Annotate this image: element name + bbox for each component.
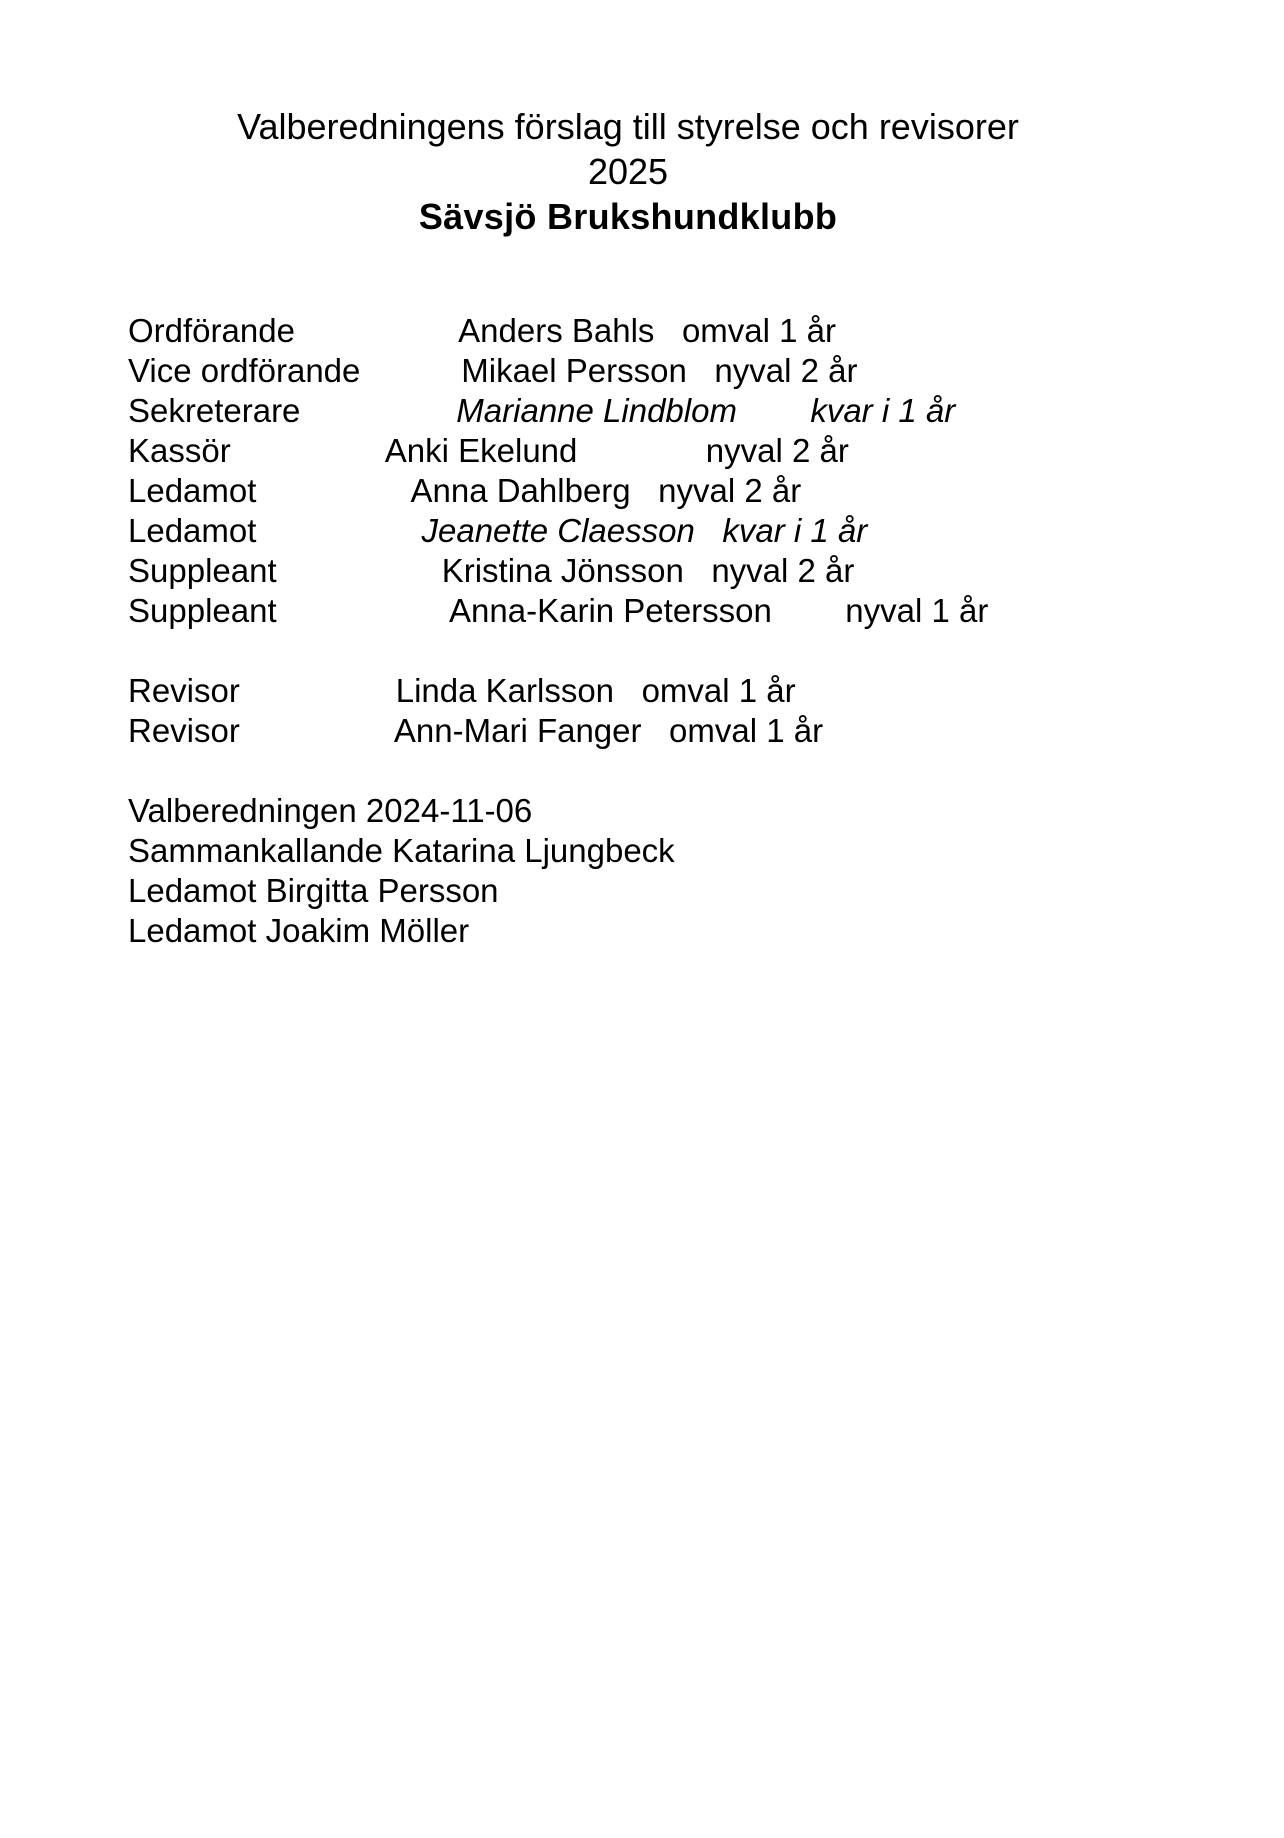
position-role: Revisor bbox=[128, 672, 240, 709]
person-name: Marianne Lindblom bbox=[456, 392, 737, 429]
tab-spacer bbox=[631, 472, 659, 509]
board-position-row bbox=[128, 351, 1128, 391]
tab-spacer bbox=[654, 312, 682, 349]
tab-spacer bbox=[684, 552, 712, 589]
position-role: Suppleant bbox=[128, 592, 277, 629]
board-position-row bbox=[128, 431, 1128, 471]
position-role: Ledamot bbox=[128, 512, 257, 549]
person-name: Anders Bahls bbox=[458, 312, 655, 349]
term-text: kvar i 1 år bbox=[810, 392, 956, 429]
position-role: Suppleant bbox=[128, 552, 277, 589]
term-text: nyval 2 år bbox=[658, 472, 802, 509]
heading-spacer bbox=[128, 239, 1128, 311]
tab-spacer bbox=[256, 472, 410, 509]
page-title-year: 2025 bbox=[587, 151, 669, 192]
position-role: Ordförande bbox=[128, 312, 295, 349]
position-role: Revisor bbox=[128, 712, 240, 749]
position-role: Sekreterare bbox=[128, 392, 301, 429]
term-text: omval 1 år bbox=[669, 712, 824, 749]
tab-spacer bbox=[772, 592, 845, 629]
document-body bbox=[128, 104, 1128, 951]
tab-spacer bbox=[687, 352, 715, 389]
person-name: Kristina Jönsson bbox=[441, 552, 684, 589]
board-position-row bbox=[128, 591, 1128, 631]
person-name: Jeanette Claesson bbox=[421, 512, 695, 549]
tab-spacer bbox=[277, 592, 449, 629]
board-position-row bbox=[128, 471, 1128, 511]
tab-spacer bbox=[614, 672, 642, 709]
page-title-line1: Valberedningens förslag till styrelse och revisorer bbox=[237, 106, 1019, 147]
tab-spacer bbox=[295, 312, 458, 349]
footer-spacer bbox=[128, 751, 1128, 791]
nomination-committee-block bbox=[128, 791, 1128, 951]
board-position-row bbox=[128, 511, 1128, 551]
tab-spacer bbox=[240, 672, 396, 709]
term-text: omval 1 år bbox=[681, 312, 837, 349]
person-name: Anki Ekelund bbox=[384, 432, 578, 469]
auditor-row bbox=[128, 671, 1128, 711]
tab-spacer bbox=[300, 392, 456, 429]
tab-spacer bbox=[737, 392, 810, 429]
footer-line: Ledamot Joakim Möller bbox=[128, 912, 470, 949]
tab-spacer bbox=[360, 352, 461, 389]
term-text: nyval 2 år bbox=[714, 352, 858, 389]
person-name: Anna-Karin Petersson bbox=[449, 592, 772, 629]
board-position-row bbox=[128, 311, 1128, 351]
section-spacer bbox=[128, 631, 1128, 671]
tab-spacer bbox=[277, 552, 442, 589]
tab-spacer bbox=[577, 432, 705, 469]
tab-spacer bbox=[240, 712, 394, 749]
footer-line: Valberedningen 2024-11-06 bbox=[128, 792, 533, 829]
board-position-row bbox=[128, 391, 1128, 431]
auditors-list bbox=[128, 671, 1128, 751]
footer-line: Ledamot Birgitta Persson bbox=[128, 872, 499, 909]
footer-line: Sammankallande Katarina Ljungbeck bbox=[128, 832, 675, 869]
tab-spacer bbox=[231, 432, 385, 469]
person-name: Ann-Mari Fanger bbox=[393, 712, 642, 749]
term-text: nyval 2 år bbox=[711, 552, 855, 589]
person-name: Mikael Persson bbox=[461, 352, 687, 389]
position-role: Ledamot bbox=[128, 472, 257, 509]
auditor-row bbox=[128, 711, 1128, 751]
person-name: Linda Karlsson bbox=[395, 672, 615, 709]
board-positions-list bbox=[128, 311, 1128, 631]
club-name: Sävsjö Brukshundklubb bbox=[418, 196, 838, 237]
person-name: Anna Dahlberg bbox=[410, 472, 631, 509]
tab-spacer bbox=[256, 512, 421, 549]
tab-spacer bbox=[642, 712, 670, 749]
term-text: kvar i 1 år bbox=[722, 512, 868, 549]
term-text: omval 1 år bbox=[641, 672, 796, 709]
document-heading bbox=[128, 104, 1128, 239]
board-position-row bbox=[128, 551, 1128, 591]
term-text: nyval 2 år bbox=[705, 432, 849, 469]
position-role: Kassör bbox=[128, 432, 231, 469]
position-role: Vice ordförande bbox=[128, 352, 361, 389]
term-text: nyval 1 år bbox=[845, 592, 989, 629]
tab-spacer bbox=[695, 512, 723, 549]
